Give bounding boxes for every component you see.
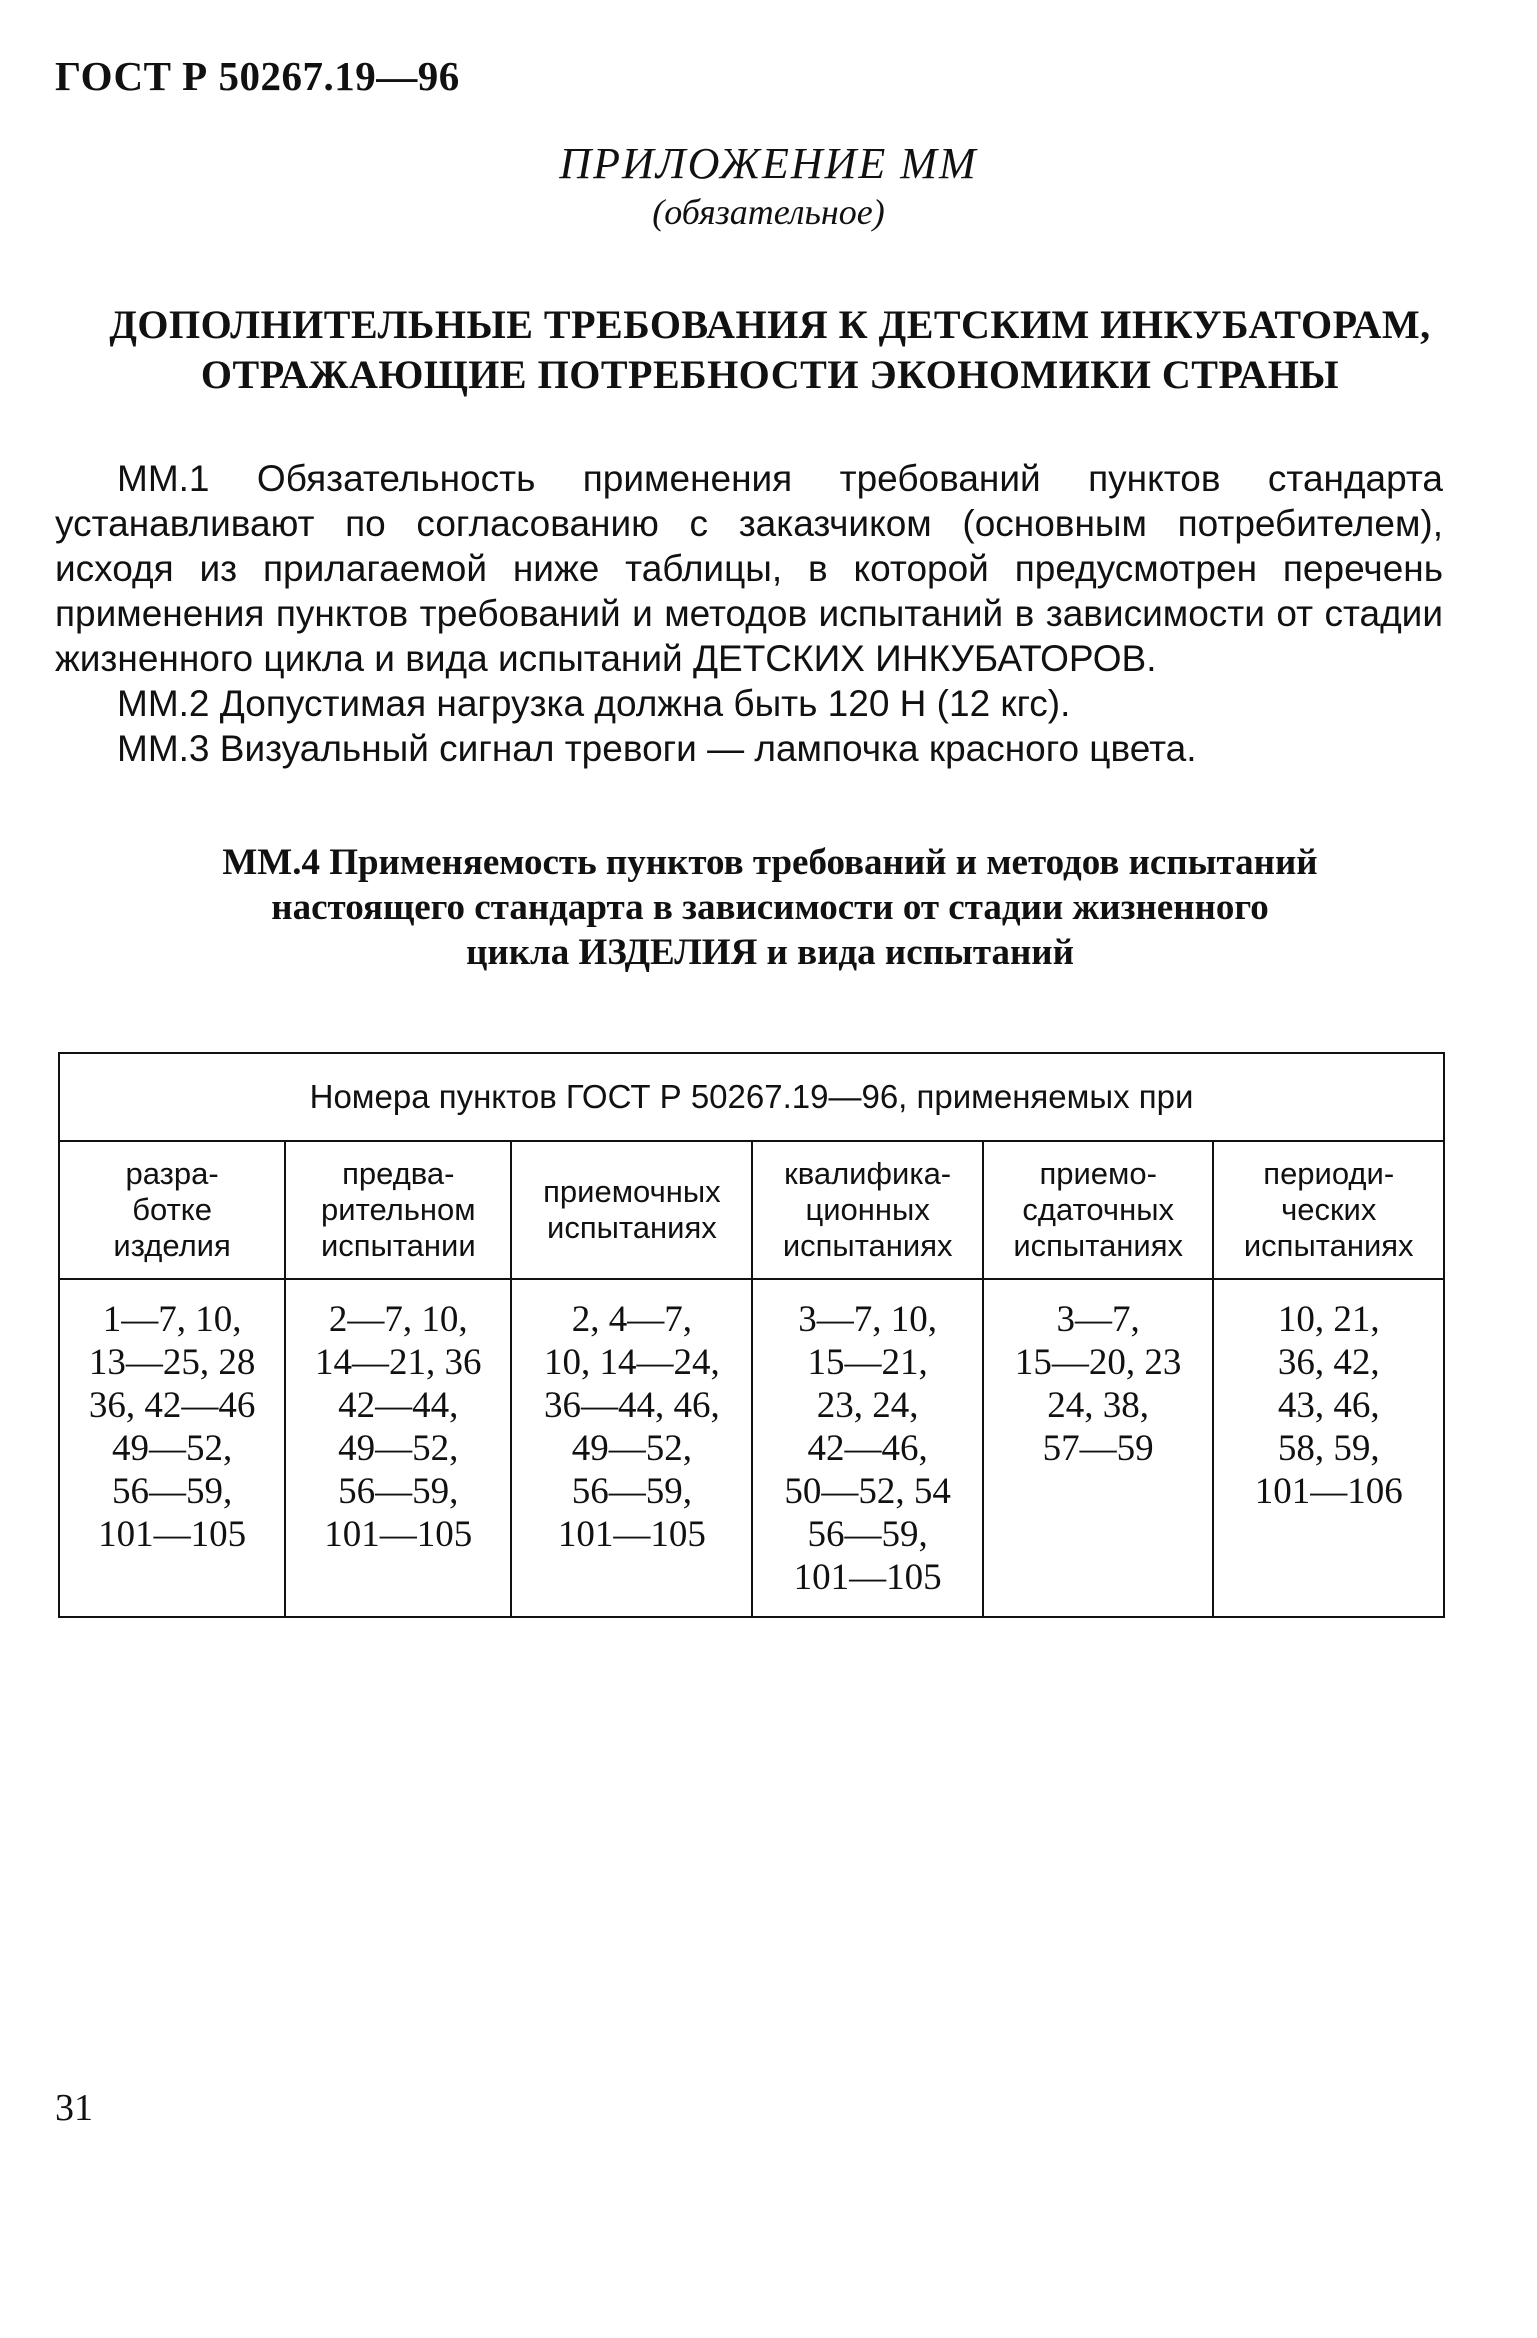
- cell-value-line: 2—7, 10,: [328, 1299, 468, 1340]
- column-header: [1213, 1141, 1444, 1279]
- column-header-line: периоди-: [1263, 1156, 1395, 1191]
- column-header-line: приемо-: [1039, 1156, 1157, 1191]
- cell-value-line: 101—105: [793, 1557, 942, 1598]
- column-header-line: испытаниях: [1013, 1228, 1184, 1263]
- table-cell: [983, 1279, 1214, 1617]
- cell-value-line: 36—44, 46,: [544, 1385, 720, 1426]
- cell-value-line: 56—59,: [571, 1471, 693, 1512]
- cell-value-line: 15—21,: [807, 1342, 928, 1383]
- main-title: [40, 300, 1500, 400]
- body-text: [55, 456, 1443, 771]
- cell-value-line: 43, 46,: [1277, 1385, 1380, 1426]
- cell-value-line: 56—59,: [807, 1514, 928, 1555]
- table-cell: [511, 1279, 752, 1617]
- column-header: [983, 1141, 1214, 1279]
- cell-value-line: 36, 42—46: [88, 1385, 256, 1426]
- column-header-line: изделия: [113, 1228, 231, 1263]
- table-cell: [285, 1279, 511, 1617]
- column-header-line: испытании: [320, 1228, 476, 1263]
- cell-value-line: 1—7, 10,: [102, 1299, 242, 1340]
- column-header-line: ботке: [132, 1192, 212, 1227]
- cell-value-line: 24, 38,: [1047, 1385, 1150, 1426]
- table-caption: Номера пунктов ГОСТ Р 50267.19—96, применяемых при: [59, 1053, 1444, 1141]
- table-cell: [59, 1279, 285, 1617]
- cell-value-line: 42—46,: [807, 1428, 928, 1469]
- column-header: [285, 1141, 511, 1279]
- cell-value-line: 58, 59,: [1277, 1428, 1380, 1469]
- cell-value-line: 101—105: [557, 1514, 706, 1555]
- column-header: [511, 1141, 752, 1279]
- section-title-line: цикла ИЗДЕЛИЯ и вида испытаний: [466, 932, 1074, 973]
- cell-value-line: 3—7,: [1056, 1299, 1140, 1340]
- table-row: [59, 1279, 1444, 1617]
- cell-value-line: 101—105: [324, 1514, 473, 1555]
- column-header-line: квалифика-: [784, 1156, 952, 1191]
- cell-value-line: 3—7, 10,: [798, 1299, 938, 1340]
- column-header-line: испытаниях: [547, 1210, 717, 1245]
- cell-value-line: 2, 4—7,: [571, 1299, 693, 1340]
- cell-value-line: 15—20, 23: [1014, 1342, 1182, 1383]
- paragraph-mm3: ММ.3 Визуальный сигнал тревоги — лампочка красного цвета.: [117, 728, 1197, 769]
- cell-value-line: 101—105: [98, 1514, 247, 1555]
- main-title-line: ДОПОЛНИТЕЛЬНЫЕ ТРЕБОВАНИЯ К ДЕТСКИМ ИНКУБАТОРАМ,: [109, 302, 1431, 347]
- cell-value-line: 36, 42,: [1277, 1342, 1380, 1383]
- page-number: 31: [55, 2087, 93, 2129]
- section-title-line: ММ.4 Применяемость пунктов требований и методов испытаний: [222, 842, 1318, 883]
- column-header-line: испытаниях: [1243, 1228, 1414, 1263]
- column-header-line: сдаточных: [1022, 1192, 1174, 1227]
- cell-value-line: 14—21, 36: [315, 1342, 482, 1383]
- table-cell: [752, 1279, 983, 1617]
- appendix-title: ПРИЛОЖЕНИЕ ММ: [559, 139, 978, 188]
- column-header: [752, 1141, 983, 1279]
- appendix-subtitle: (обязательное): [652, 192, 885, 232]
- paragraph-mm1: ММ.1 Обязательность применения требований пунктов стандарта устанавливают по согласованию с заказчиком (основным потребителем), исходя из прилагаемой ниже таблицы, в которой предусмотрен перечень применения пунктов требований и методов испытаний в зависимости от стадии жизненного цикла и вида испытаний ДЕТСКИХ ИНКУБАТОРОВ.: [55, 458, 1443, 679]
- column-header-line: рительном: [321, 1192, 476, 1227]
- column-header-line: приемочных: [543, 1174, 721, 1209]
- appendix-heading: [0, 138, 1537, 234]
- table-cell: [1213, 1279, 1444, 1617]
- cell-value-line: 49—52,: [111, 1428, 233, 1469]
- column-header-line: разра-: [125, 1156, 219, 1191]
- applicability-table: [58, 1052, 1445, 1618]
- paragraph-mm2: ММ.2 Допустимая нагрузка должна быть 120 Н (12 кгс).: [117, 683, 1071, 724]
- main-title-line: ОТРАЖАЮЩИЕ ПОТРЕБНОСТИ ЭКОНОМИКИ СТРАНЫ: [200, 352, 1340, 397]
- cell-value-line: 13—25, 28: [88, 1342, 256, 1383]
- document-code: ГОСТ Р 50267.19—96: [55, 53, 460, 99]
- section-title: [40, 840, 1500, 975]
- column-header-line: предва-: [342, 1156, 455, 1191]
- table-header-row: [59, 1141, 1444, 1279]
- cell-value-line: 10, 14—24,: [544, 1342, 720, 1383]
- column-header: [59, 1141, 285, 1279]
- cell-value-line: 56—59,: [338, 1471, 459, 1512]
- column-header-line: испытаниях: [782, 1228, 953, 1263]
- section-title-line: настоящего стандарта в зависимости от стадии жизненного: [271, 887, 1269, 928]
- cell-value-line: 49—52,: [571, 1428, 693, 1469]
- column-header-line: ционных: [805, 1192, 930, 1227]
- cell-value-line: 101—106: [1254, 1471, 1403, 1512]
- cell-value-line: 57—59: [1042, 1428, 1154, 1469]
- cell-value-line: 10, 21,: [1277, 1299, 1380, 1340]
- cell-value-line: 42—44,: [338, 1385, 459, 1426]
- cell-value-line: 50—52, 54: [784, 1471, 951, 1512]
- cell-value-line: 56—59,: [111, 1471, 233, 1512]
- cell-value-line: 49—52,: [338, 1428, 459, 1469]
- column-header-line: ческих: [1281, 1192, 1377, 1227]
- cell-value-line: 23, 24,: [816, 1385, 919, 1426]
